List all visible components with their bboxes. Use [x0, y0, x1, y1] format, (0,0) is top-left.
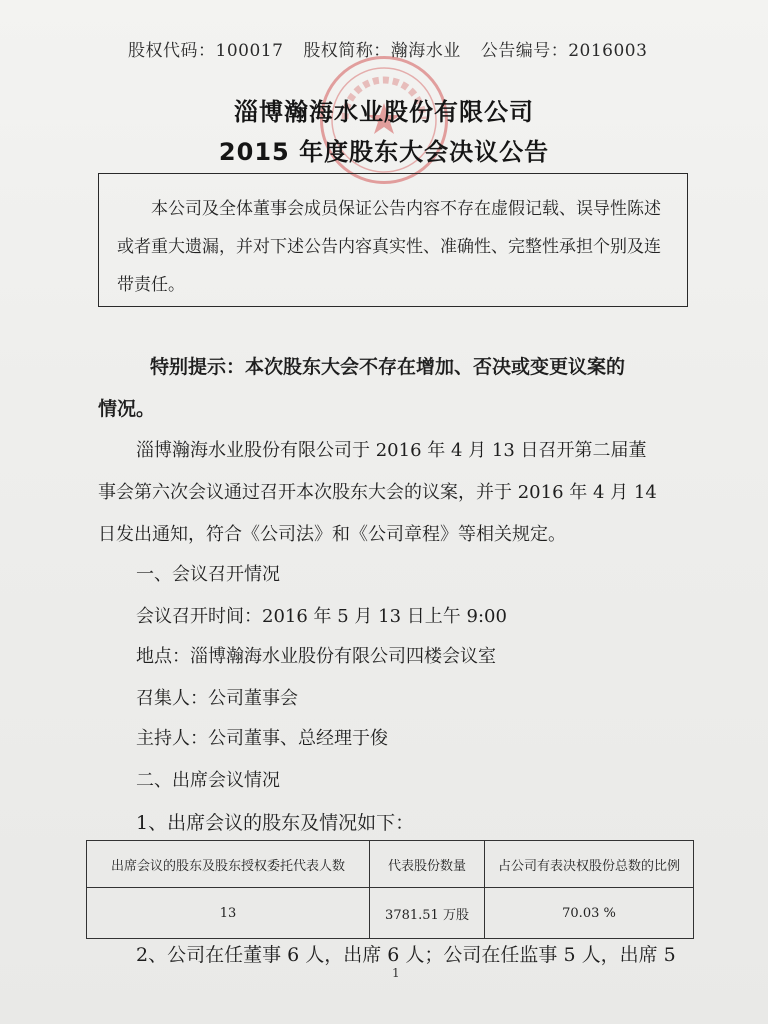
table-cell-attendees: 13 [87, 888, 370, 939]
meeting-convener: 召集人：公司董事会 [136, 688, 298, 709]
document-subtitle: 2015 年度股东大会决议公告 [218, 138, 550, 166]
intro-line-1: 淄博瀚海水业股份有限公司于 2016 年 4 月 13 日召开第二届董 [136, 440, 647, 461]
intro-line-3: 日发出通知，符合《公司法》和《公司章程》等相关规定。 [98, 524, 566, 545]
statement-line-1: 本公司及全体董事会成员保证公告内容不存在虚假记载、误导性陈述 [151, 199, 661, 219]
section-2-heading: 二、出席会议情况 [136, 770, 280, 791]
table-header-cell: 代表股份数量 [370, 841, 485, 888]
statement-line-3: 带责任。 [117, 275, 185, 295]
table-row [87, 888, 694, 939]
table-cell-ratio: 70.03 % [485, 888, 694, 939]
intro-line-2: 事会第六次会议通过召开本次股东大会的议案，并于 2016 年 4 月 14 [98, 482, 657, 503]
special-tip-line-1: 特别提示：本次股东大会不存在增加、否决或变更议案的 [150, 356, 626, 378]
directors-attendance-line: 2、公司在任董事 6 人，出席 6 人；公司在任监事 5 人，出席 5 [136, 944, 676, 966]
notice-number: 公告编号：2016003 [480, 41, 648, 61]
header-line [128, 36, 688, 61]
meeting-time: 会议召开时间：2016 年 5 月 13 日上午 9:00 [136, 606, 507, 627]
stock-short-name: 股权简称：瀚海水业 [303, 41, 461, 61]
meeting-host: 主持人：公司董事、总经理于俊 [136, 728, 388, 749]
attendance-subheading: 1、出席会议的股东及情况如下： [136, 812, 415, 834]
table-header-row [87, 841, 694, 888]
meeting-place: 地点：淄博瀚海水业股份有限公司四楼会议室 [136, 646, 496, 667]
responsibility-statement-box [98, 173, 688, 307]
section-1-heading: 一、会议召开情况 [136, 564, 280, 585]
table-header-cell: 占公司有表决权股份总数的比例 [485, 841, 694, 888]
special-tip-line-2: 情况。 [98, 398, 156, 420]
attendance-table [86, 840, 694, 939]
table-header-cell: 出席会议的股东及股东授权委托代表人数 [87, 841, 370, 888]
page-number: 1 [392, 966, 400, 980]
table-cell-shares: 3781.51 万股 [370, 888, 485, 939]
statement-line-2: 或者重大遗漏，并对下述公告内容真实性、准确性、完整性承担个别及连 [117, 237, 661, 257]
stock-code: 股权代码：100017 [128, 41, 284, 61]
document-title: 淄博瀚海水业股份有限公司 [234, 98, 534, 126]
